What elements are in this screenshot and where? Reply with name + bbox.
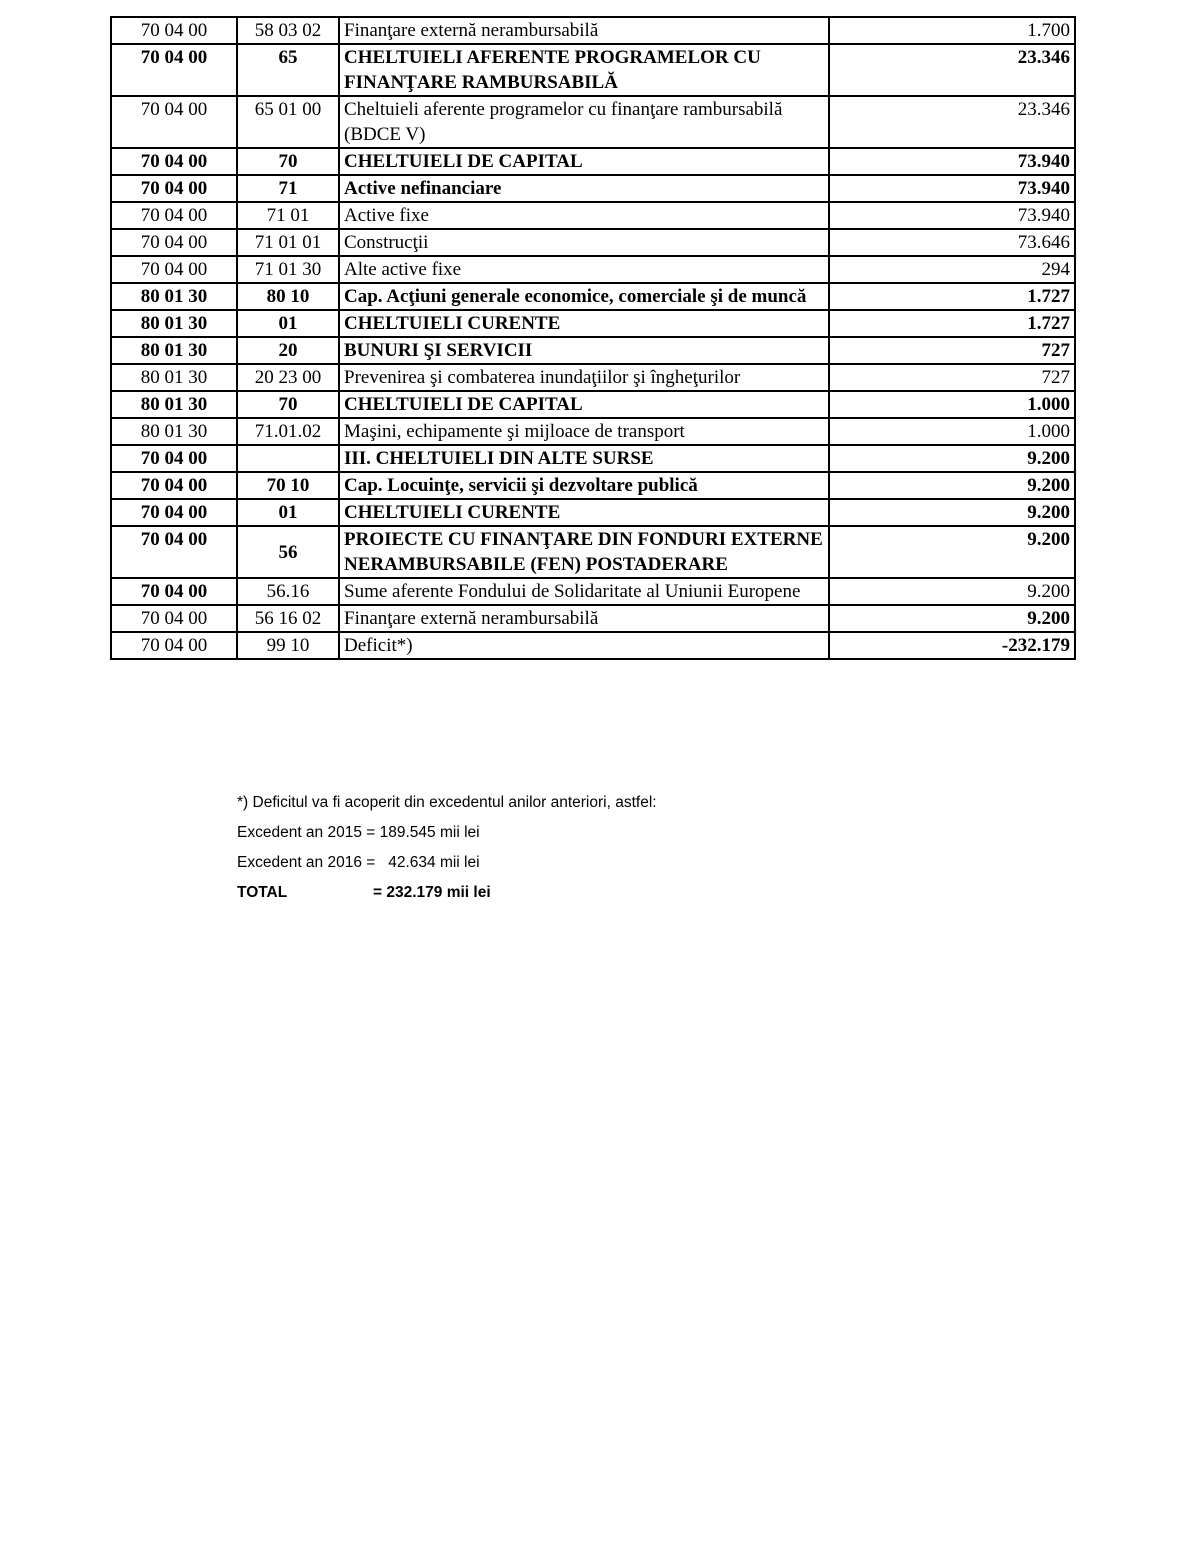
cell-subcode: 71 [237, 175, 339, 202]
cell-code: 70 04 00 [111, 445, 237, 472]
cell-description: Cap. Locuinţe, servicii şi dezvoltare publică [339, 472, 829, 499]
cell-amount: 73.940 [829, 175, 1075, 202]
cell-amount: 9.200 [829, 445, 1075, 472]
table-row [111, 44, 1075, 96]
cell-subcode: 65 [237, 44, 339, 96]
footnote-total-value: = 232.179 mii lei [373, 884, 491, 901]
cell-subcode: 99 10 [237, 632, 339, 659]
cell-amount: 294 [829, 256, 1075, 283]
cell-description: PROIECTE CU FINANŢARE DIN FONDURI EXTERNE NERAMBURSABILE (FEN) POSTADERARE [339, 526, 829, 578]
cell-subcode: 56 [237, 526, 339, 578]
table-row [111, 472, 1075, 499]
cell-code: 80 01 30 [111, 337, 237, 364]
cell-description: CHELTUIELI DE CAPITAL [339, 391, 829, 418]
cell-code: 70 04 00 [111, 44, 237, 96]
cell-subcode: 71.01.02 [237, 418, 339, 445]
table-body [111, 17, 1075, 659]
cell-amount: 1.000 [829, 391, 1075, 418]
cell-description: Prevenirea şi combaterea inundaţiilor şi îngheţurilor [339, 364, 829, 391]
cell-subcode: 56 16 02 [237, 605, 339, 632]
footnote-excedent-2016: Excedent an 2016 = 42.634 mii lei [237, 854, 480, 871]
cell-description: III. CHELTUIELI DIN ALTE SURSE [339, 445, 829, 472]
table-row [111, 445, 1075, 472]
cell-code: 80 01 30 [111, 418, 237, 445]
cell-subcode: 20 23 00 [237, 364, 339, 391]
cell-subcode: 71 01 30 [237, 256, 339, 283]
cell-amount: 727 [829, 337, 1075, 364]
cell-code: 70 04 00 [111, 632, 237, 659]
table-row [111, 229, 1075, 256]
cell-code: 70 04 00 [111, 472, 237, 499]
cell-description: Finanţare externă nerambursabilă [339, 17, 829, 44]
table-row [111, 310, 1075, 337]
cell-amount: 9.200 [829, 472, 1075, 499]
cell-subcode: 56.16 [237, 578, 339, 605]
table-row [111, 17, 1075, 44]
cell-description: Alte active fixe [339, 256, 829, 283]
cell-subcode [237, 445, 339, 472]
cell-amount: 23.346 [829, 44, 1075, 96]
cell-subcode: 01 [237, 310, 339, 337]
cell-description: Sume aferente Fondului de Solidaritate al Uniunii Europene [339, 578, 829, 605]
cell-amount: 9.200 [829, 578, 1075, 605]
cell-amount: 1.700 [829, 17, 1075, 44]
cell-code: 80 01 30 [111, 391, 237, 418]
cell-amount: 9.200 [829, 526, 1075, 578]
footnote-total-label: TOTAL [237, 884, 288, 901]
deficit-footnote [237, 788, 657, 908]
cell-code: 70 04 00 [111, 578, 237, 605]
table-row [111, 256, 1075, 283]
cell-code: 70 04 00 [111, 229, 237, 256]
cell-description: Construcţii [339, 229, 829, 256]
cell-code: 70 04 00 [111, 17, 237, 44]
footnote-note: *) Deficitul va fi acoperit din excedentul anilor anteriori, astfel: [237, 794, 657, 811]
cell-subcode: 65 01 00 [237, 96, 339, 148]
cell-code: 70 04 00 [111, 605, 237, 632]
table-row [111, 202, 1075, 229]
table-row [111, 578, 1075, 605]
table-row [111, 632, 1075, 659]
cell-amount: 727 [829, 364, 1075, 391]
cell-description: BUNURI ŞI SERVICII [339, 337, 829, 364]
footnote-total [237, 878, 657, 908]
cell-subcode: 70 10 [237, 472, 339, 499]
cell-description: CHELTUIELI DE CAPITAL [339, 148, 829, 175]
table-row [111, 418, 1075, 445]
cell-code: 70 04 00 [111, 499, 237, 526]
cell-code: 70 04 00 [111, 202, 237, 229]
table-row [111, 526, 1075, 578]
cell-description: CHELTUIELI AFERENTE PROGRAMELOR CU FINANŢARE RAMBURSABILĂ [339, 44, 829, 96]
table-row [111, 148, 1075, 175]
cell-amount: 9.200 [829, 499, 1075, 526]
cell-description: Maşini, echipamente şi mijloace de transport [339, 418, 829, 445]
cell-code: 70 04 00 [111, 256, 237, 283]
cell-code: 80 01 30 [111, 310, 237, 337]
cell-code: 80 01 30 [111, 364, 237, 391]
table-row [111, 283, 1075, 310]
cell-code: 70 04 00 [111, 148, 237, 175]
cell-subcode: 58 03 02 [237, 17, 339, 44]
cell-description: Active nefinanciare [339, 175, 829, 202]
table-row [111, 364, 1075, 391]
table-row [111, 499, 1075, 526]
cell-subcode: 71 01 [237, 202, 339, 229]
cell-subcode: 71 01 01 [237, 229, 339, 256]
cell-subcode: 20 [237, 337, 339, 364]
cell-amount: 23.346 [829, 96, 1075, 148]
cell-subcode: 70 [237, 391, 339, 418]
budget-table [110, 16, 1076, 660]
table-row [111, 337, 1075, 364]
cell-subcode: 80 10 [237, 283, 339, 310]
cell-description: CHELTUIELI CURENTE [339, 310, 829, 337]
cell-subcode: 70 [237, 148, 339, 175]
cell-code: 70 04 00 [111, 526, 237, 578]
cell-amount: 1.727 [829, 310, 1075, 337]
cell-description: Active fixe [339, 202, 829, 229]
cell-description: Finanţare externă nerambursabilă [339, 605, 829, 632]
cell-amount: 9.200 [829, 605, 1075, 632]
cell-amount: 1.727 [829, 283, 1075, 310]
cell-amount: 73.646 [829, 229, 1075, 256]
cell-description: Cheltuieli aferente programelor cu finanţare rambursabilă (BDCE V) [339, 96, 829, 148]
cell-subcode: 01 [237, 499, 339, 526]
cell-description: Cap. Acţiuni generale economice, comerciale şi de muncă [339, 283, 829, 310]
cell-code: 80 01 30 [111, 283, 237, 310]
cell-code: 70 04 00 [111, 96, 237, 148]
cell-amount: 73.940 [829, 202, 1075, 229]
table-row [111, 96, 1075, 148]
cell-code: 70 04 00 [111, 175, 237, 202]
table-row [111, 605, 1075, 632]
cell-amount: -232.179 [829, 632, 1075, 659]
table-row [111, 391, 1075, 418]
cell-amount: 73.940 [829, 148, 1075, 175]
cell-amount: 1.000 [829, 418, 1075, 445]
table-row [111, 175, 1075, 202]
footnote-excedent-2015: Excedent an 2015 = 189.545 mii lei [237, 824, 480, 841]
cell-description: Deficit*) [339, 632, 829, 659]
cell-description: CHELTUIELI CURENTE [339, 499, 829, 526]
